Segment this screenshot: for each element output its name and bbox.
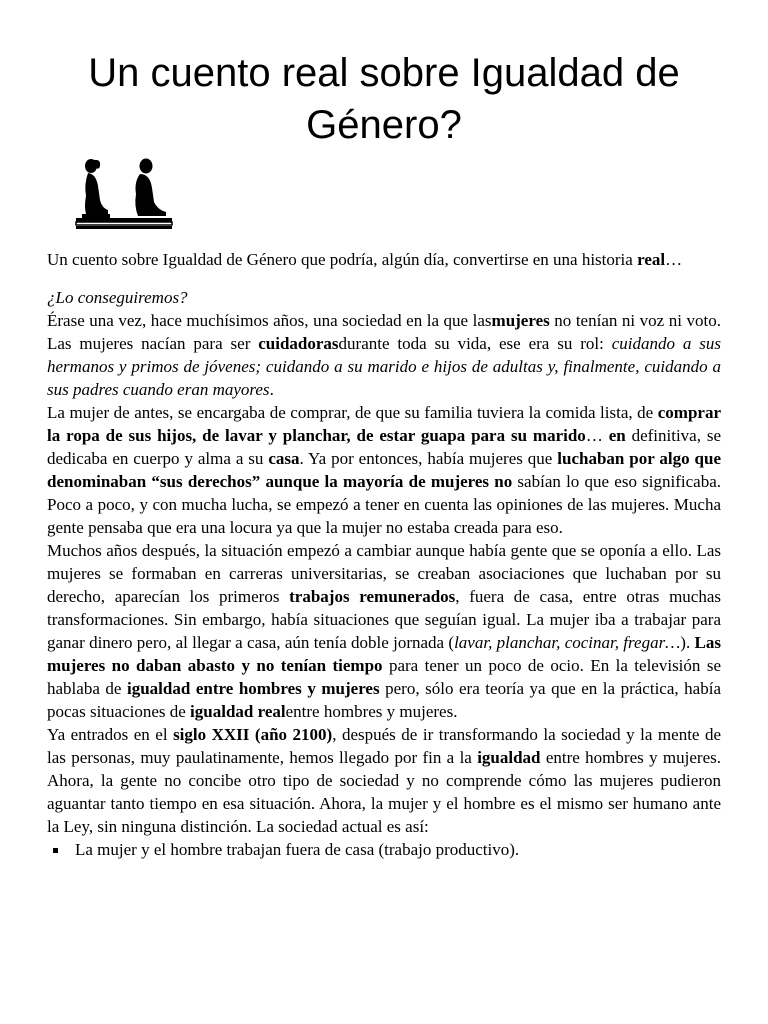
p2-bold: derechos (187, 472, 252, 491)
p3-text: para tener un poco de ocio. En la televisión se hablaba de (47, 656, 721, 698)
p3-italic: lavar, planchar, cocinar, fregar… (454, 633, 681, 652)
paragraph-4 (47, 723, 721, 838)
title-line-1: Un cuento real sobre Igualdad de (88, 51, 680, 95)
intro-text: Un cuento sobre Igualdad de Género que podría, algún día, convertirse en una historia (47, 250, 638, 269)
intro-bold-real: real (637, 250, 666, 269)
paragraph-1 (47, 309, 721, 401)
p3-text: pero, sólo era teoría ya que en la práctica, había pocas situaciones de (47, 679, 721, 721)
p4-text: entre hombres y mujeres. Ahora, la gente no concibe otro tipo de sociedad y no comprende cómo las mujeres pudieron aguantar tanto tiempo en esa situación. Ahora, la mujer y el hombre es el mismo ser humano ante la Ley, sin ninguna distinción. La sociedad actual es así: (47, 748, 721, 836)
p2-bold: ” aunque la mayoría de mujeres no (251, 472, 513, 491)
p1-text: Érase una vez, hace muchísimos años, una sociedad en la que las (47, 311, 492, 330)
p3-text: Muchos años después, la situación empezó a cambiar aunque había gente que se oponía a ello. Las mujeres se formaban en carreras universitarias, se creaban asociaciones que luchaban por su derecho, aparecían los primeros (47, 541, 721, 606)
page-title (40, 47, 728, 151)
p4-text: , después de ir transformando la sociedad y la mente de las personas, muy paulatinamente, hemos llegado por fin a la (47, 725, 722, 767)
p3-text: entre hombres y mujeres. (285, 702, 458, 721)
couple-silhouette-icon (74, 156, 174, 232)
p1-bold: mujeres (491, 311, 550, 330)
paragraph-2 (47, 401, 721, 539)
p3-text: ). (680, 633, 695, 652)
p3-bold: igualdad real (190, 702, 286, 721)
question-text: ¿Lo conseguiremos? (47, 288, 188, 307)
article-body (47, 248, 721, 861)
bullet-list (47, 838, 721, 861)
paragraph-3 (47, 539, 721, 723)
p2-bold: en (608, 426, 626, 445)
p2-bold: comprar la ropa de sus hijos, de lavar y planchar, de estar guapa para su marido (47, 403, 721, 445)
p2-bold: luchaban por algo que denominaban “sus (47, 449, 721, 491)
p1-text: no tenían ni voz ni voto. Las mujeres nacían para ser (47, 311, 721, 353)
p2-text: definitiva, se dedicaba en cuerpo y alma a su (47, 426, 721, 468)
title-line-2: Género? (306, 103, 462, 147)
p1-italic: cuidando a sus hermanos y primos de jóvenes; cuidando a su marido e hijos de adultas y, finalmente, cuidando a sus padres cuando eran mayores (47, 334, 722, 399)
intro-tail: … (665, 250, 683, 269)
p2-text: sabían lo que eso significaba. Poco a poco, y con mucha lucha, se empezó a tener en cuenta las opiniones de las mujeres. Mucha gente pensaba que era una locura ya que la mujer no estaba creada para eso. (47, 472, 721, 537)
p4-bold: siglo XXII (año 2100) (173, 725, 333, 744)
question-line (47, 286, 721, 309)
p4-bold: igualdad (477, 748, 541, 767)
list-item: La mujer y el hombre trabajan fuera de casa (trabajo productivo). (47, 838, 721, 861)
p1-bold: cuidadoras (258, 334, 339, 353)
p4-text: Ya entrados en el (47, 725, 174, 744)
p3-text: , fuera de casa, entre otras muchas transformaciones. Sin embargo, había situaciones que seguían igual. La mujer iba a trabajar para ganar dinero pero, al llegar a casa, aún tenía doble jornada ( (47, 587, 721, 652)
p1-text: . (269, 380, 274, 399)
p3-bold: igualdad entre hombres y mujeres (126, 679, 380, 698)
p2-bold: casa (268, 449, 300, 468)
p1-text: durante toda su vida, ese era su rol: (338, 334, 612, 353)
p2-text: La mujer de antes, se encargaba de comprar, de que su familia tuviera la comida lista, de (47, 403, 658, 422)
p3-bold: Las mujeres no daban abasto y no tenían tiempo (47, 633, 721, 675)
p2-text: … (585, 426, 609, 445)
p2-text: . Ya por entonces, había mujeres que (299, 449, 558, 468)
intro-paragraph (47, 248, 721, 271)
p3-bold: trabajos remunerados (289, 587, 456, 606)
